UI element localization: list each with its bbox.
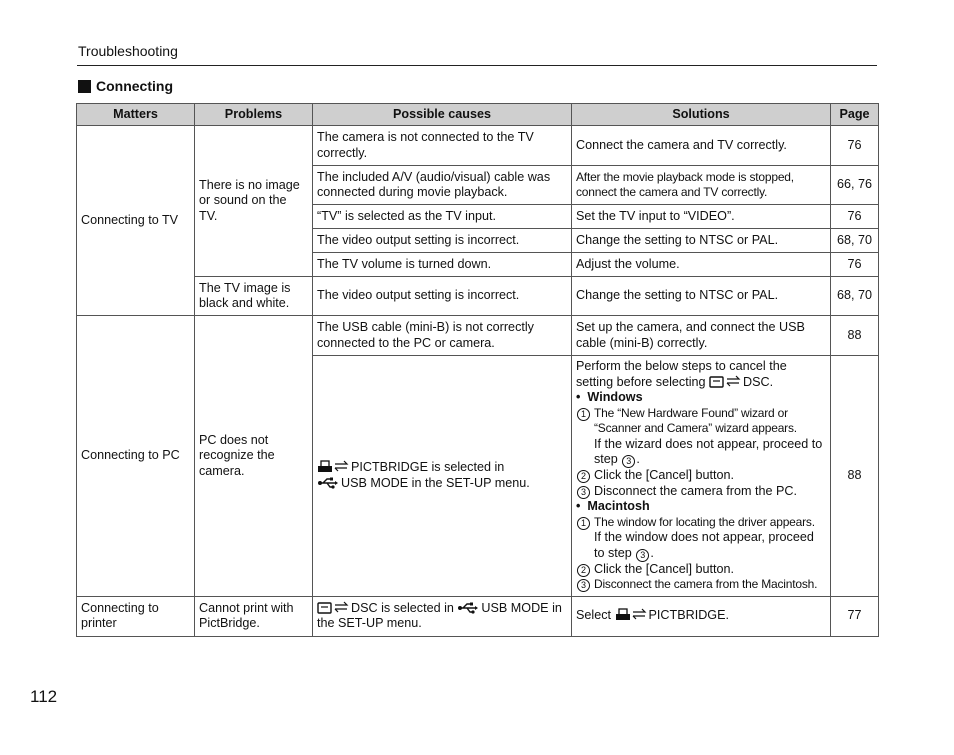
- cause-cell: The video output setting is incorrect.: [313, 229, 572, 253]
- list-item: 1 The window for locating the driver appears. If the window does not appear, proceed to step 3 .: [576, 515, 826, 562]
- section-title: Connecting: [96, 78, 173, 94]
- step-text: Click the [Cancel] button.: [594, 468, 735, 482]
- cause-cell: The camera is not connected to the TV correctly.: [313, 126, 572, 166]
- printer-transfer-icon: [317, 460, 349, 473]
- step-text: The “New Hardware Found” wizard or “Scanner and Camera” wizard appears.: [594, 405, 797, 435]
- step-note: If the wizard does not appear, proceed to step: [594, 436, 823, 466]
- page-cell: 76: [831, 126, 879, 166]
- page-cell: 77: [831, 596, 879, 636]
- solution-cell: Change the setting to NTSC or PAL.: [572, 229, 831, 253]
- page-number: 112: [30, 687, 58, 706]
- page-cell: 88: [831, 316, 879, 356]
- solution-cell: Change the setting to NTSC or PAL.: [572, 277, 831, 316]
- solution-intro-end: DSC.: [743, 374, 774, 389]
- matter-cell: Connecting to PC: [77, 316, 195, 597]
- column-header: Matters: [77, 104, 195, 126]
- matter-cell: Connecting to TV: [77, 126, 195, 316]
- solution-cell: Set the TV input to “VIDEO”.: [572, 205, 831, 229]
- column-header: Possible causes: [313, 104, 572, 126]
- page-cell: 76: [831, 205, 879, 229]
- cause-cell: “TV” is selected as the TV input.: [313, 205, 572, 229]
- cause-text: USB MODE in the SET-UP menu.: [341, 475, 530, 490]
- solution-text: PICTBRIDGE.: [648, 608, 729, 623]
- circled-number-icon: 3: [577, 579, 590, 592]
- solution-cell: Connect the camera and TV correctly.: [572, 126, 831, 166]
- circled-number-icon: 1: [577, 408, 590, 421]
- cause-cell: The video output setting is incorrect.: [313, 277, 572, 316]
- column-header: Solutions: [572, 104, 831, 126]
- circled-number-icon: 2: [577, 470, 590, 483]
- page-cell: 76: [831, 253, 879, 277]
- cause-text: USB MODE in the SET-UP menu.: [317, 600, 562, 630]
- matter-cell: Connecting to printer: [77, 596, 195, 636]
- header-rule: [77, 65, 877, 66]
- troubleshooting-table: [76, 103, 879, 637]
- cause-cell: [313, 356, 572, 597]
- cause-text: DSC is selected in: [351, 600, 454, 615]
- table-row: [77, 596, 879, 636]
- list-item: [576, 577, 826, 593]
- circled-number-icon: 1: [577, 517, 590, 530]
- step-text: Click the [Cancel] button.: [594, 561, 735, 576]
- usb-icon: [317, 477, 339, 489]
- solution-intro: Perform the below steps to cancel the setting before selecting: [576, 359, 787, 389]
- cause-cell: [313, 596, 572, 636]
- solution-cell: After the movie playback mode is stopped, connect the camera and TV correctly.: [572, 166, 831, 205]
- circled-number-icon: 3: [622, 455, 635, 468]
- page-cell: 68, 70: [831, 277, 879, 316]
- square-bullet-icon: [78, 80, 91, 93]
- problem-cell: The TV image is black and white.: [195, 277, 313, 316]
- dsc-transfer-icon: [317, 601, 349, 614]
- cause-cell: The included A/V (audio/visual) cable was connected during movie playback.: [313, 166, 572, 205]
- step-text: The window for locating the driver appears.: [594, 514, 815, 529]
- printer-transfer-icon: [615, 608, 647, 621]
- column-header: Page: [831, 104, 879, 126]
- table-row: [77, 126, 879, 166]
- circled-number-icon: 3: [636, 549, 649, 562]
- table-row: [77, 277, 879, 316]
- solution-cell: Adjust the volume.: [572, 253, 831, 277]
- table-header-row: [77, 104, 879, 126]
- list-item: [576, 484, 826, 500]
- usb-icon: [457, 602, 479, 614]
- cause-cell: The USB cable (mini-B) is not correctly connected to the PC or camera.: [313, 316, 572, 356]
- solution-cell: Set up the camera, and connect the USB cable (mini-B) correctly.: [572, 316, 831, 356]
- windows-label: Windows: [587, 390, 643, 404]
- list-item: [576, 562, 826, 578]
- table-row: [77, 316, 879, 356]
- circled-number-icon: 3: [577, 486, 590, 499]
- cause-cell: The TV volume is turned down.: [313, 253, 572, 277]
- page-cell: 68, 70: [831, 229, 879, 253]
- circled-number-icon: 2: [577, 564, 590, 577]
- solution-text: Select: [576, 608, 612, 623]
- step-text: Disconnect the camera from the PC.: [594, 483, 797, 498]
- page-cell: 88: [831, 356, 879, 597]
- section-heading: [78, 78, 173, 94]
- dsc-transfer-icon: [709, 375, 741, 388]
- list-item: 1 The “New Hardware Found” wizard or “Scanner and Camera” wizard appears. If the wizard does not appear, proceed to step 3 .: [576, 406, 826, 469]
- list-item: [576, 468, 826, 484]
- windows-heading: • Windows: [576, 390, 643, 404]
- macintosh-heading: • Macintosh: [576, 499, 650, 513]
- problem-cell: There is no image or sound on the TV.: [195, 126, 313, 277]
- page-cell: 66, 76: [831, 166, 879, 205]
- running-header: Troubleshooting: [78, 43, 178, 59]
- step-note: If the window does not appear, proceed to step: [594, 530, 814, 560]
- column-header: Problems: [195, 104, 313, 126]
- macintosh-label: Macintosh: [587, 499, 650, 513]
- problem-cell: PC does not recognize the camera.: [195, 316, 313, 597]
- problem-cell: Cannot print with PictBridge.: [195, 596, 313, 636]
- step-text: Disconnect the camera from the Macintosh.: [594, 577, 818, 591]
- cause-text: PICTBRIDGE is selected in: [351, 460, 505, 475]
- solution-cell: [572, 596, 831, 636]
- solution-cell: [572, 356, 831, 597]
